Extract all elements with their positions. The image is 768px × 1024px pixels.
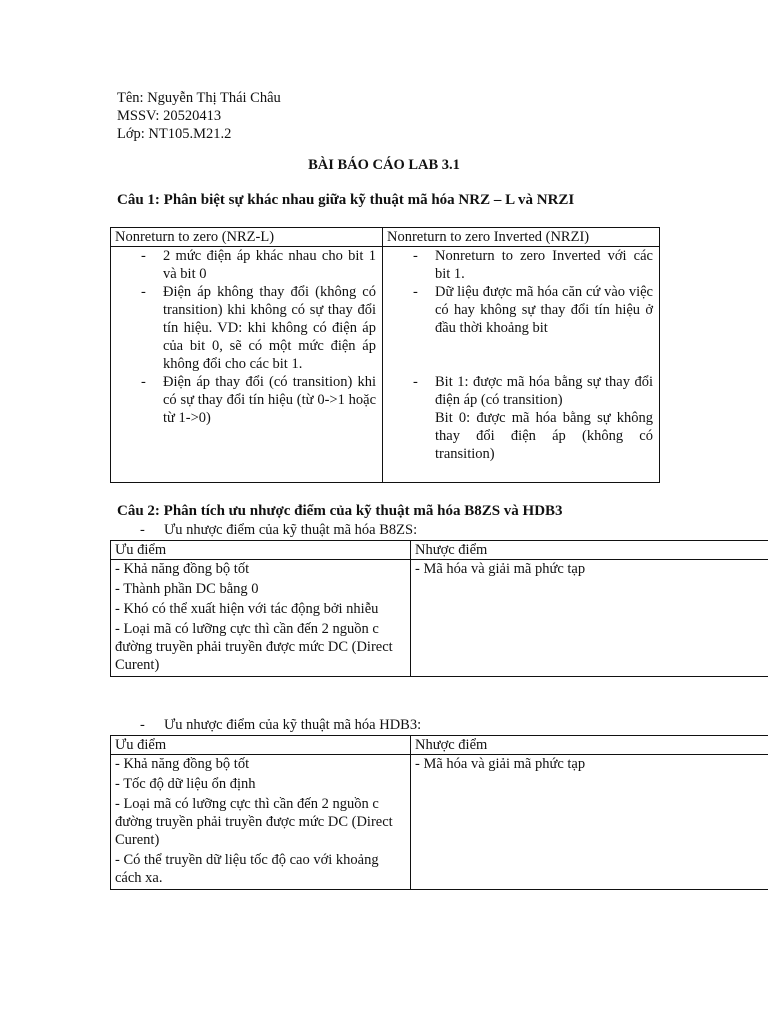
b8zs-disadvantages-header: Nhược điểm: [411, 541, 768, 560]
nrzi-header: Nonreturn to zero Inverted (NRZI): [383, 228, 660, 247]
list-item: - Điện áp không thay đổi (không có transition) khi không có sự thay đổi tín hiệu. VD: khi không có điện áp của bit 0, sẽ có một mức điện áp không đổi cho các bit 1.: [115, 283, 378, 373]
list-item: - Loại mã có lưỡng cực thì cần đến 2 nguồn c đường truyền phải truyền được mức DC (Direct Curent): [115, 621, 393, 673]
list-item: - Khả năng đồng bộ tốt: [115, 756, 250, 772]
nrzl-cell: [111, 247, 383, 483]
nrzi-cell: [383, 247, 660, 483]
list-item: - Tốc độ dữ liệu ổn định: [115, 776, 256, 792]
b8zs-advantages-cell: [111, 560, 411, 677]
list-item: Bit 0: được mã hóa bằng sự không thay đổi điện áp (không có transition): [435, 410, 653, 462]
nrz-comparison-table: [110, 227, 660, 483]
b8zs-advantages-header: Ưu điểm: [111, 541, 411, 560]
hdb3-subheading-text: Ưu nhược điểm của kỹ thuật mã hóa HDB3:: [164, 717, 422, 733]
list-item: - Khả năng đồng bộ tốt: [115, 561, 250, 577]
question-1-heading: Câu 1: Phân biệt sự khác nhau giữa kỹ thuật mã hóa NRZ – L và NRZI: [117, 192, 575, 208]
spacer: [387, 337, 655, 373]
b8zs-subheading-text: Ưu nhược điểm của kỹ thuật mã hóa B8ZS:: [164, 522, 418, 538]
list-item: - Khó có thể xuất hiện với tác động bởi nhiễu: [115, 601, 379, 617]
student-id: MSSV: 20520413: [117, 108, 222, 124]
dash-bullet: -: [140, 717, 145, 733]
hdb3-advantages-header: Ưu điểm: [111, 736, 411, 755]
student-info: [117, 89, 281, 143]
list-item: - Có thể truyền dữ liệu tốc độ cao với khoảng cách xa.: [115, 852, 379, 886]
hdb3-table: [110, 735, 768, 890]
list-item: - Loại mã có lưỡng cực thì cần đến 2 nguồn c đường truyền phải truyền được mức DC (Direct Curent): [115, 796, 393, 848]
question-2-heading: Câu 2: Phân tích ưu nhược điểm của kỹ thuật mã hóa B8ZS và HDB3: [117, 503, 563, 519]
list-item: - Thành phần DC bằng 0: [115, 581, 259, 597]
b8zs-subheading: [140, 521, 417, 539]
list-item: - Mã hóa và giải mã phức tạp: [415, 756, 586, 772]
list-item: - 2 mức điện áp khác nhau cho bit 1 và bit 0: [115, 247, 378, 283]
b8zs-table: [110, 540, 768, 677]
list-item: - Điện áp thay đổi (có transition) khi có sự thay đổi tín hiệu (từ 0->1 hoặc từ 1->0): [115, 373, 378, 427]
hdb3-subheading: [140, 716, 421, 734]
list-item: - Mã hóa và giải mã phức tạp: [415, 561, 586, 577]
report-title: BÀI BÁO CÁO LAB 3.1: [308, 157, 460, 173]
student-class: Lớp: NT105.M21.2: [117, 126, 232, 142]
b8zs-disadvantages-cell: [411, 560, 768, 677]
hdb3-disadvantages-header: Nhược điểm: [411, 736, 768, 755]
list-item: - Dữ liệu được mã hóa căn cứ vào việc có hay không sự thay đổi tín hiệu ở đầu thời khoảng bit: [387, 283, 655, 337]
list-item: - Nonreturn to zero Inverted với các bit 1.: [387, 247, 655, 283]
student-name: Tên: Nguyễn Thị Thái Châu: [117, 90, 281, 106]
nrzl-header: Nonreturn to zero (NRZ-L): [111, 228, 383, 247]
hdb3-disadvantages-cell: [411, 755, 768, 890]
dash-bullet: -: [140, 522, 145, 538]
list-item: - Bit 1: được mã hóa bằng sự thay đổi điện áp (có transition): [387, 373, 655, 409]
hdb3-advantages-cell: [111, 755, 411, 890]
